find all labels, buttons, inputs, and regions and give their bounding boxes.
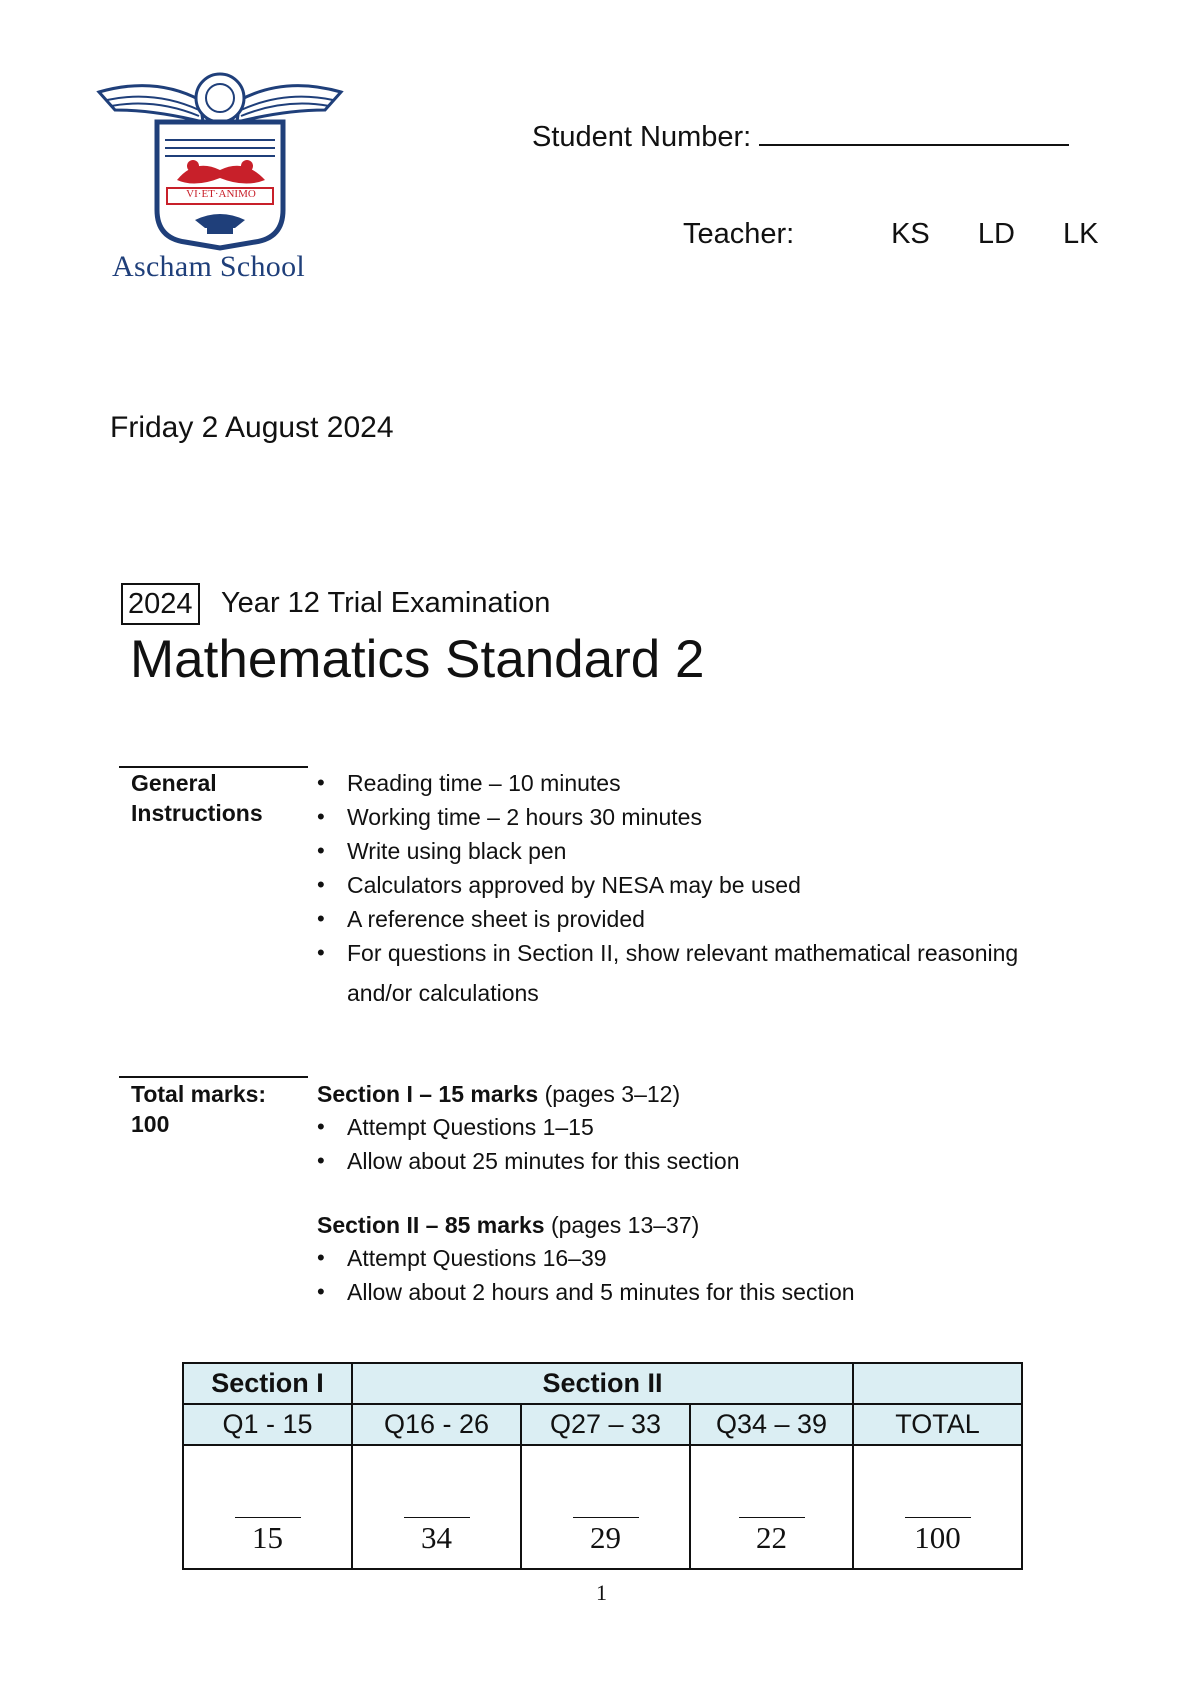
general-instructions-list (317, 766, 1097, 970)
list-item-continuation: and/or calculations (347, 980, 539, 1006)
section2-title: Section II – 85 marks (317, 1212, 545, 1238)
student-number-blank[interactable] (759, 118, 1069, 146)
exam-date: Friday 2 August 2024 (110, 411, 394, 444)
teacher-option-ld[interactable]: LD (977, 218, 1015, 250)
column-header: Q34 – 39 (690, 1404, 853, 1445)
score-cell[interactable] (352, 1445, 521, 1569)
max-mark: 15 (235, 1517, 301, 1560)
list-item: • Write using black pen (317, 834, 1097, 868)
score-cell[interactable] (690, 1445, 853, 1569)
school-motto: VI·ET·ANIMO (186, 188, 256, 200)
student-number-field[interactable] (532, 118, 1069, 154)
score-cell[interactable] (183, 1445, 352, 1569)
section2-pages: (pages 13–37) (550, 1212, 700, 1238)
column-header: TOTAL (853, 1404, 1022, 1445)
list-item: • Working time – 2 hours 30 minutes (317, 800, 1097, 834)
list-item: • Allow about 25 minutes for this section (317, 1144, 1097, 1178)
teacher-option-lk[interactable]: LK (1062, 218, 1099, 250)
marks-table (182, 1362, 1023, 1570)
list-item: • Attempt Questions 16–39 (317, 1241, 1097, 1275)
section2-heading (317, 1210, 699, 1240)
list-item: • Attempt Questions 1–15 (317, 1110, 1097, 1144)
max-mark: 100 (905, 1517, 971, 1560)
divider (119, 1076, 308, 1078)
max-mark: 22 (739, 1517, 805, 1560)
general-instructions-label (131, 768, 263, 828)
list-item: • For questions in Section II, show relevant mathematical reasoning (317, 936, 1097, 970)
total-marks-label (131, 1079, 266, 1139)
table-row (183, 1363, 1022, 1404)
list-item: • Reading time – 10 minutes (317, 766, 1097, 800)
section1-pages: (pages 3–12) (544, 1081, 681, 1107)
section1-title: Section I – 15 marks (317, 1081, 539, 1107)
section2-list (317, 1241, 1097, 1309)
total-marks-label-line1: Total marks: (131, 1081, 267, 1107)
total-header-blank (853, 1363, 1022, 1404)
teacher-option-ks[interactable]: KS (891, 218, 930, 250)
section1-header: Section I (183, 1363, 352, 1404)
list-item: • Calculators approved by NESA may be used (317, 868, 1097, 902)
general-label-line1: General (131, 770, 217, 796)
list-item: • A reference sheet is provided (317, 902, 1097, 936)
column-header: Q16 - 26 (352, 1404, 521, 1445)
general-label-line2: Instructions (131, 800, 263, 826)
max-mark: 29 (573, 1517, 639, 1560)
exam-year-box: 2024 (121, 583, 200, 625)
column-header: Q1 - 15 (183, 1404, 352, 1445)
table-row (183, 1445, 1022, 1569)
total-marks-value: 100 (131, 1111, 170, 1137)
table-row (183, 1404, 1022, 1445)
column-header: Q27 – 33 (521, 1404, 690, 1445)
school-name: Ascham School (112, 250, 306, 283)
score-cell[interactable] (521, 1445, 690, 1569)
page-number: 1 (596, 1580, 607, 1605)
section2-header: Section II (352, 1363, 853, 1404)
list-item: • Allow about 2 hours and 5 minutes for this section (317, 1275, 1097, 1309)
score-cell[interactable] (853, 1445, 1022, 1569)
subject-title: Mathematics Standard 2 (130, 630, 705, 689)
section1-heading (317, 1079, 680, 1109)
teacher-label: Teacher: (683, 218, 795, 250)
student-number-label: Student Number: (532, 121, 752, 153)
max-mark: 34 (404, 1517, 470, 1560)
teacher-selector (683, 218, 1098, 251)
exam-title: Year 12 Trial Examination (221, 587, 551, 619)
section1-list (317, 1110, 1097, 1178)
